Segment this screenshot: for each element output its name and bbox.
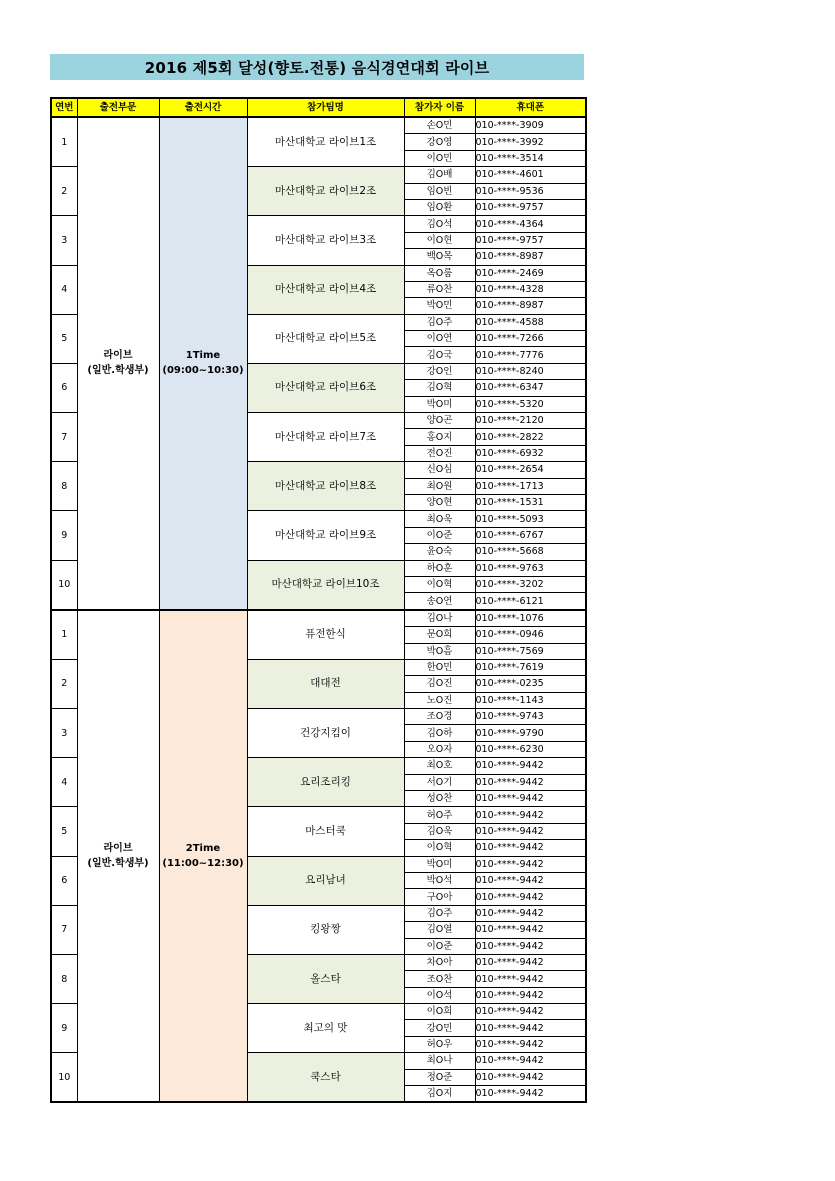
participant-name: 최O원: [404, 478, 475, 494]
participant-phone: 010-****-0946: [475, 627, 586, 643]
participant-phone: 010-****-9757: [475, 199, 586, 215]
participant-name: 전O진: [404, 445, 475, 461]
team-number: 5: [51, 807, 77, 856]
team-name: 마산대학교 라이브2조: [247, 167, 404, 216]
participant-phone: 010-****-9442: [475, 987, 586, 1003]
category-cell: [77, 117, 159, 610]
participant-phone: 010-****-7569: [475, 643, 586, 659]
session-time-text: 1Time: [185, 350, 221, 362]
team-name: 킹왕짱: [247, 905, 404, 954]
header-no: 연번: [51, 98, 77, 117]
participant-phone: 010-****-9536: [475, 183, 586, 199]
participant-phone: 010-****-9442: [475, 905, 586, 921]
header-phone: 휴대폰: [475, 98, 586, 117]
table-body: [51, 117, 586, 1102]
participant-name: 김O열: [404, 922, 475, 938]
team-number: 2: [51, 659, 77, 708]
header-team: 참가팀명: [247, 98, 404, 117]
participant-table: [50, 97, 587, 1103]
team-name: 최고의 맛: [247, 1004, 404, 1053]
participant-name: 김O배: [404, 167, 475, 183]
participant-phone: 010-****-4588: [475, 314, 586, 330]
session-time-text: (11:00~12:30): [162, 858, 244, 870]
participant-phone: 010-****-4328: [475, 281, 586, 297]
participant-name: 임O빈: [404, 183, 475, 199]
participant-phone: 010-****-1713: [475, 478, 586, 494]
participant-name: 이O석: [404, 987, 475, 1003]
participant-name: 박O미: [404, 856, 475, 872]
participant-name: 이O혁: [404, 840, 475, 856]
team-number: 8: [51, 462, 77, 511]
participant-name: 김O주: [404, 905, 475, 921]
participant-phone: 010-****-4364: [475, 216, 586, 232]
session-time-text: (09:00~10:30): [162, 365, 244, 377]
participant-name: 박O흠: [404, 643, 475, 659]
team-name: 마산대학교 라이브9조: [247, 511, 404, 560]
team-name: 퓨전한식: [247, 610, 404, 660]
team-name: 마산대학교 라이브5조: [247, 314, 404, 363]
category-text: (일반.학생부): [87, 365, 149, 377]
category-text: 라이브: [103, 843, 133, 855]
team-number: 6: [51, 363, 77, 412]
team-name: 요리조리킹: [247, 758, 404, 807]
participant-phone: 010-****-9442: [475, 1086, 586, 1103]
participant-phone: 010-****-9442: [475, 1069, 586, 1085]
participant-name: 오O자: [404, 741, 475, 757]
participant-phone: 010-****-6347: [475, 380, 586, 396]
session-time-text: 2Time: [185, 843, 221, 855]
participant-name: 노O진: [404, 692, 475, 708]
participant-phone: 010-****-9442: [475, 856, 586, 872]
participant-name: 이O민: [404, 150, 475, 166]
team-number: 3: [51, 216, 77, 265]
participant-name: 차O아: [404, 954, 475, 970]
participant-name: 서O기: [404, 774, 475, 790]
category-text: (일반.학생부): [87, 858, 149, 870]
participant-phone: 010-****-0235: [475, 676, 586, 692]
participant-name: 구O아: [404, 889, 475, 905]
participant-phone: 010-****-1143: [475, 692, 586, 708]
participant-phone: 010-****-2469: [475, 265, 586, 281]
participant-phone: 010-****-7266: [475, 331, 586, 347]
participant-phone: 010-****-8987: [475, 298, 586, 314]
participant-phone: 010-****-3909: [475, 117, 586, 134]
category-text: 라이브: [103, 350, 133, 362]
participant-phone: 010-****-9442: [475, 971, 586, 987]
participant-phone: 010-****-6121: [475, 593, 586, 610]
team-number: 4: [51, 758, 77, 807]
participant-phone: 010-****-9442: [475, 758, 586, 774]
participant-phone: 010-****-9442: [475, 938, 586, 954]
team-name: 마산대학교 라이브8조: [247, 462, 404, 511]
team-number: 3: [51, 709, 77, 758]
team-name: 마산대학교 라이브10조: [247, 560, 404, 610]
participant-name: 이O혁: [404, 576, 475, 592]
participant-phone: 010-****-9442: [475, 774, 586, 790]
participant-phone: 010-****-3992: [475, 134, 586, 150]
participant-phone: 010-****-7776: [475, 347, 586, 363]
team-name: 마산대학교 라이브4조: [247, 265, 404, 314]
header-time: 출전시간: [159, 98, 247, 117]
participant-name: 김O욱: [404, 823, 475, 839]
participant-name: 김O주: [404, 314, 475, 330]
participant-name: 김O석: [404, 216, 475, 232]
participant-phone: 010-****-5668: [475, 544, 586, 560]
category-cell: [77, 610, 159, 1103]
participant-name: 이O연: [404, 331, 475, 347]
participant-name: 성O찬: [404, 791, 475, 807]
participant-phone: 010-****-2822: [475, 429, 586, 445]
team-name: 대대전: [247, 659, 404, 708]
participant-phone: 010-****-9442: [475, 840, 586, 856]
participant-phone: 010-****-5320: [475, 396, 586, 412]
team-number: 6: [51, 856, 77, 905]
team-name: 쿡스타: [247, 1053, 404, 1103]
header-name: 참가자 이름: [404, 98, 475, 117]
participant-phone: 010-****-9442: [475, 872, 586, 888]
participant-name: 김O나: [404, 610, 475, 627]
team-number: 9: [51, 1004, 77, 1053]
participant-name: 김O진: [404, 676, 475, 692]
participant-name: 허O우: [404, 1036, 475, 1052]
participant-name: 이O준: [404, 527, 475, 543]
participant-phone: 010-****-9442: [475, 1004, 586, 1020]
participant-phone: 010-****-5093: [475, 511, 586, 527]
participant-phone: 010-****-6230: [475, 741, 586, 757]
participant-phone: 010-****-9790: [475, 725, 586, 741]
participant-phone: 010-****-9442: [475, 1053, 586, 1069]
participant-phone: 010-****-9442: [475, 807, 586, 823]
participant-name: 양O현: [404, 494, 475, 510]
table-row: [51, 117, 586, 134]
team-number: 5: [51, 314, 77, 363]
participant-phone: 010-****-2120: [475, 413, 586, 429]
team-name: 요리남녀: [247, 856, 404, 905]
participant-name: 이O현: [404, 232, 475, 248]
participant-phone: 010-****-9442: [475, 1020, 586, 1036]
participant-name: 정O준: [404, 1069, 475, 1085]
participant-name: 박O미: [404, 396, 475, 412]
team-number: 2: [51, 167, 77, 216]
participant-phone: 010-****-9442: [475, 823, 586, 839]
participant-phone: 010-****-9763: [475, 560, 586, 576]
participant-name: 강O인: [404, 363, 475, 379]
team-name: 마산대학교 라이브7조: [247, 413, 404, 462]
participant-phone: 010-****-9442: [475, 954, 586, 970]
participant-name: 홍O지: [404, 429, 475, 445]
participant-phone: 010-****-9442: [475, 889, 586, 905]
participant-name: 김O지: [404, 1086, 475, 1103]
header-category: 출전부문: [77, 98, 159, 117]
participant-name: 최O나: [404, 1053, 475, 1069]
team-name: 마산대학교 라이브6조: [247, 363, 404, 412]
participant-name: 최O호: [404, 758, 475, 774]
participant-name: 허O주: [404, 807, 475, 823]
participant-phone: 010-****-9442: [475, 922, 586, 938]
participant-name: 김O혁: [404, 380, 475, 396]
team-name: 마산대학교 라이브3조: [247, 216, 404, 265]
participant-name: 손O민: [404, 117, 475, 134]
participant-name: 이O준: [404, 938, 475, 954]
team-number: 4: [51, 265, 77, 314]
participant-name: 조O찬: [404, 971, 475, 987]
participant-phone: 010-****-3202: [475, 576, 586, 592]
team-name: 올스타: [247, 954, 404, 1003]
session-time-cell: [159, 117, 247, 610]
team-name: 마산대학교 라이브1조: [247, 117, 404, 167]
team-number: 7: [51, 905, 77, 954]
team-name: 건강지킴이: [247, 709, 404, 758]
participant-name: 한O민: [404, 659, 475, 675]
participant-name: 류O찬: [404, 281, 475, 297]
participant-phone: 010-****-8987: [475, 249, 586, 265]
participant-phone: 010-****-7619: [475, 659, 586, 675]
team-number: 1: [51, 117, 77, 167]
participant-phone: 010-****-9757: [475, 232, 586, 248]
participant-phone: 010-****-4601: [475, 167, 586, 183]
team-number: 8: [51, 954, 77, 1003]
participant-phone: 010-****-9743: [475, 709, 586, 725]
team-name: 마스터쿡: [247, 807, 404, 856]
participant-name: 강O민: [404, 1020, 475, 1036]
participant-name: 윤O숙: [404, 544, 475, 560]
team-number: 7: [51, 413, 77, 462]
team-number: 9: [51, 511, 77, 560]
team-number: 10: [51, 560, 77, 610]
session-time-cell: [159, 610, 247, 1103]
participant-phone: 010-****-1531: [475, 494, 586, 510]
participant-phone: 010-****-6932: [475, 445, 586, 461]
team-number: 10: [51, 1053, 77, 1103]
participant-phone: 010-****-1076: [475, 610, 586, 627]
participant-name: 이O희: [404, 1004, 475, 1020]
participant-name: 최O욱: [404, 511, 475, 527]
participant-phone: 010-****-6767: [475, 527, 586, 543]
participant-phone: 010-****-8240: [475, 363, 586, 379]
participant-name: 송O연: [404, 593, 475, 610]
participant-name: 박O민: [404, 298, 475, 314]
participant-name: 하O훈: [404, 560, 475, 576]
participant-phone: 010-****-2654: [475, 462, 586, 478]
participant-name: 강O영: [404, 134, 475, 150]
participant-name: 양O곤: [404, 413, 475, 429]
document-title: 2016 제5회 달성(향토.전통) 음식경연대회 라이브: [50, 54, 584, 80]
participant-name: 백O목: [404, 249, 475, 265]
table-row: [51, 610, 586, 627]
participant-name: 문O희: [404, 627, 475, 643]
participant-name: 임O환: [404, 199, 475, 215]
participant-phone: 010-****-9442: [475, 791, 586, 807]
participant-phone: 010-****-3514: [475, 150, 586, 166]
team-number: 1: [51, 610, 77, 660]
participant-phone: 010-****-9442: [475, 1036, 586, 1052]
participant-name: 박O석: [404, 872, 475, 888]
participant-name: 옥O룸: [404, 265, 475, 281]
header-row: [51, 98, 586, 117]
participant-name: 김O국: [404, 347, 475, 363]
participant-name: 조O경: [404, 709, 475, 725]
participant-name: 김O하: [404, 725, 475, 741]
participant-name: 신O심: [404, 462, 475, 478]
